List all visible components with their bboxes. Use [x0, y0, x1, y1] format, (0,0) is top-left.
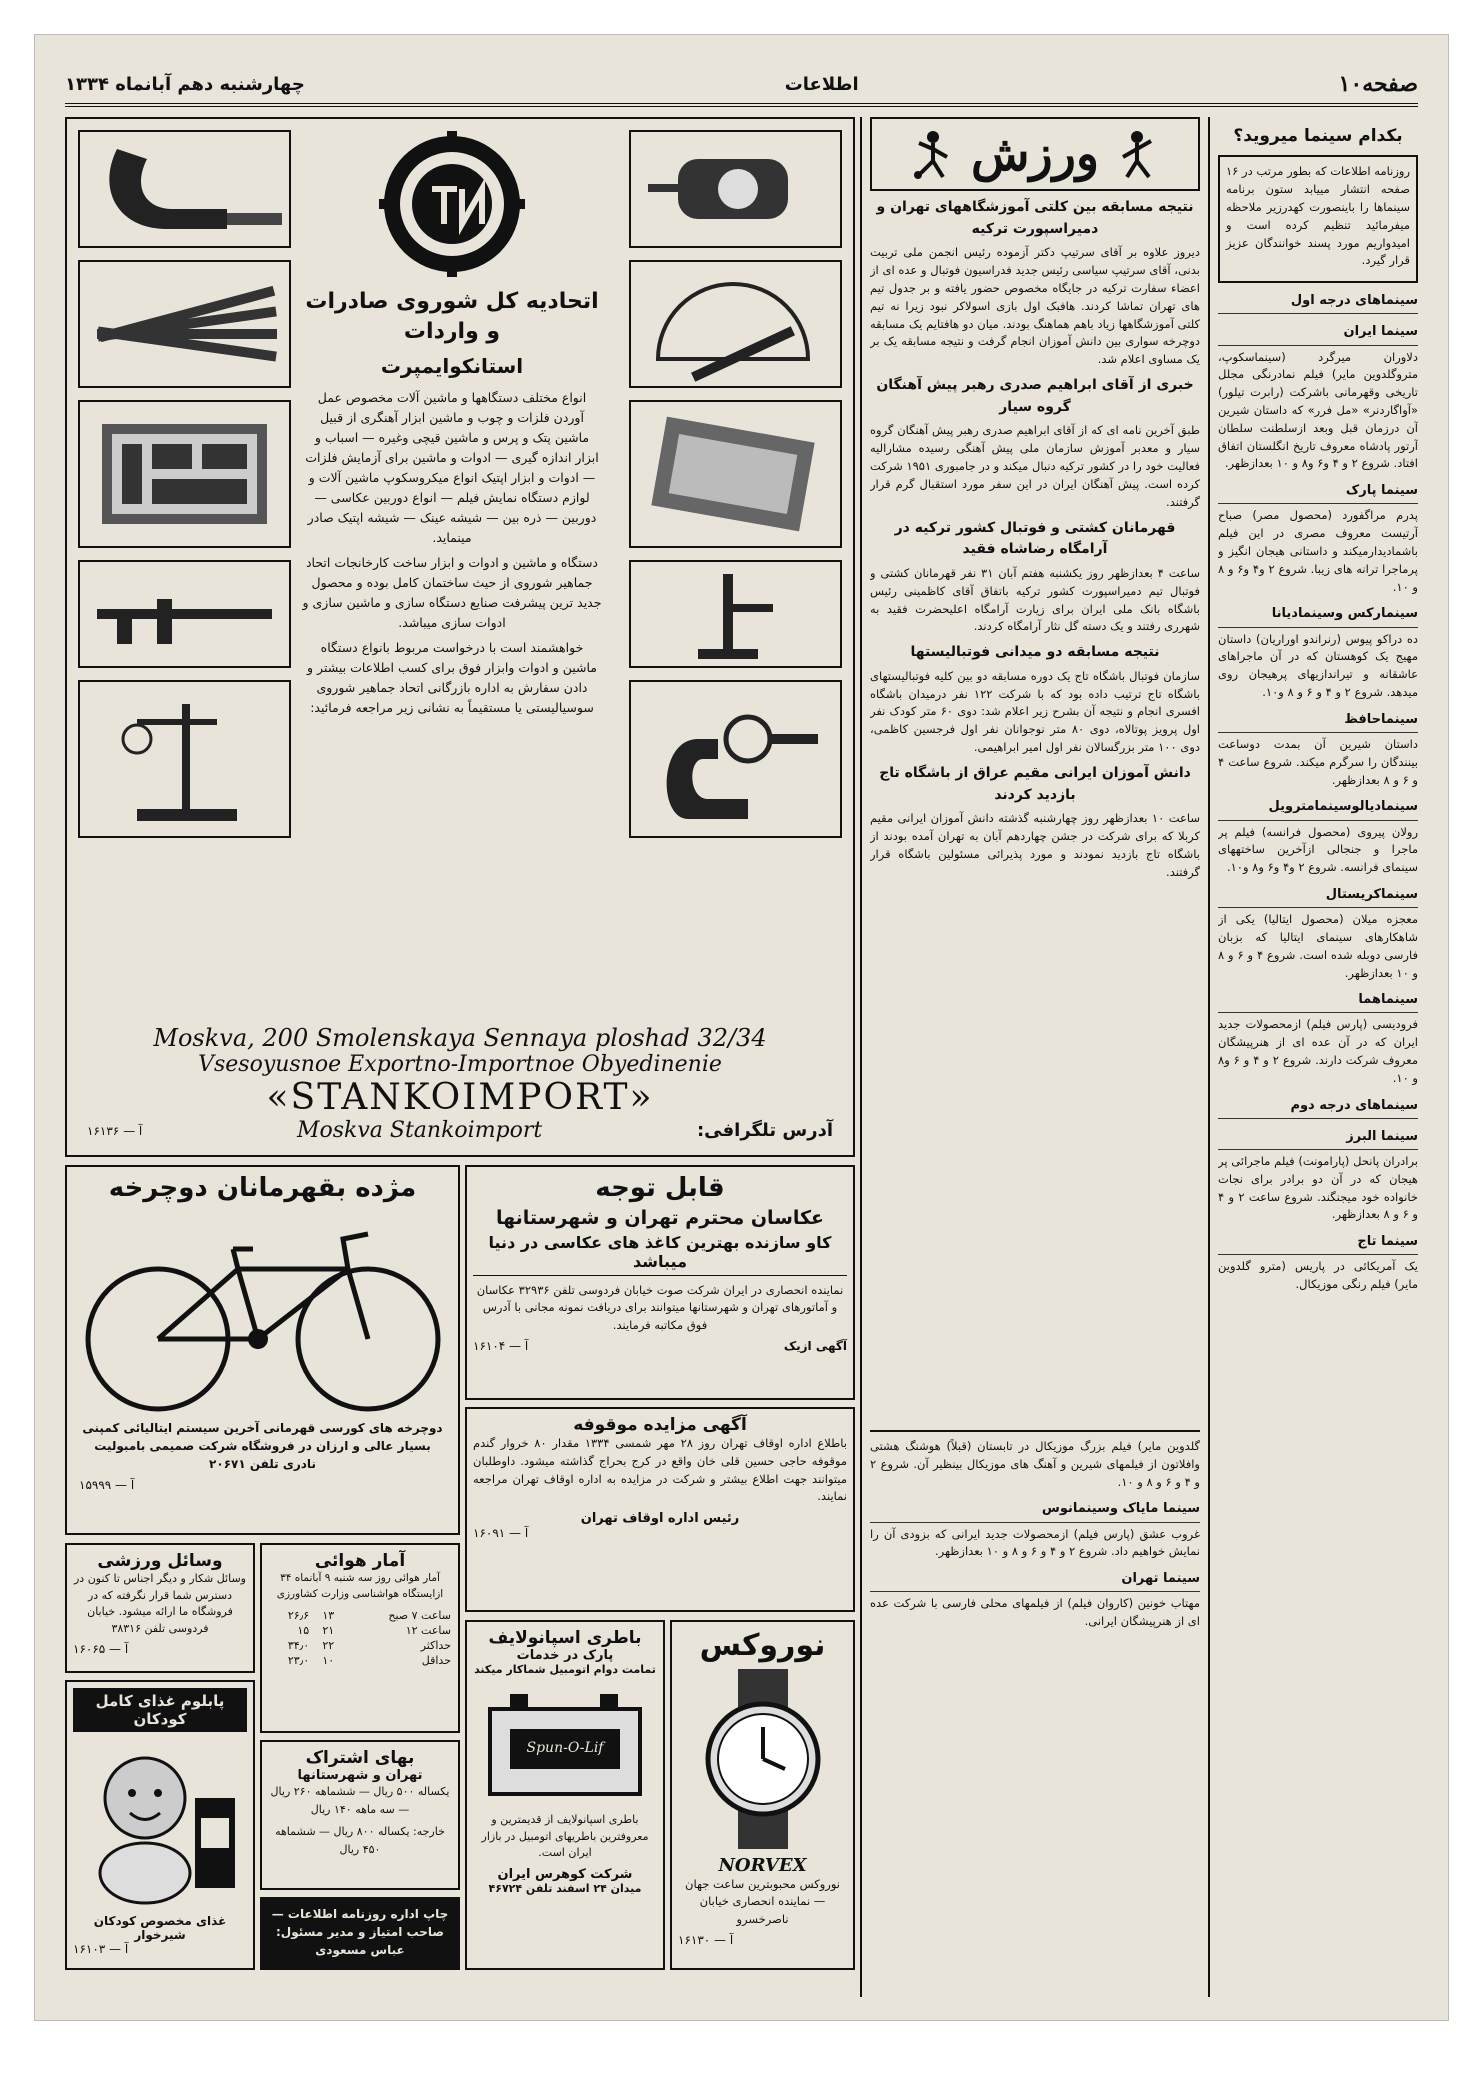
table-cell: ۳۴٫۰ — [287, 1638, 310, 1652]
bicycle-icon — [78, 1209, 448, 1419]
ad-code: آ — ۱۶۱۰۴ — [473, 1338, 529, 1353]
table-row — [268, 1653, 452, 1668]
article-headline: نتیجه مسابقه بین کلتی آموزشگاههای تهران و دمیراسپورت ترکیه — [876, 199, 1194, 237]
sports-column — [870, 117, 1200, 1417]
battery-body: باطری اسپانولایف از قدیمترین و معروفترین باطریهای اتومبیل در بازار ایران است. — [481, 1813, 649, 1859]
stankoimport-body3: خواهشمند است با درخواست مربوط بانواع دستگاه ماشین و ادوات وابزار فوق برای کسب اطلاعات بیشتر و دادن سفارش به اداره بازرگانی اتحاد جماهیر شوروی سوسیالیستی یا مستقیماً به نشانی زیر مراجعه فرمائید: — [307, 640, 597, 716]
ad-code: آ — ۱۵۹۹۹ — [79, 1478, 135, 1492]
ad-code: آ — ۱۶۰۶۵ — [73, 1642, 129, 1656]
battery-ad — [465, 1620, 665, 1970]
battery-brand: Spun-O-Lif — [526, 1740, 604, 1756]
cinema-intro-box — [1218, 155, 1418, 283]
table-cell: ۱۳ — [322, 1608, 335, 1622]
cinema-program: دلاوران میرگرد (سینماسکوپ، متروگلدوین مایر) فیلم نمادرنگی مجلل تاریخی وقهرمانی باشرکت (رابرت تیلور) «آواگاردنر» «مل فرر» که داستان شیرین آن درزمان قبل وبعد ازسلطنت سلطان آرتور پادشاه معروف تاریخ انگلستان اتفاق افتاد. شروع ۲ و ۴ و۶ و۸ و ۱۰ بعدازظهر. — [1218, 349, 1418, 471]
tool-images-right — [628, 129, 843, 1029]
table-cell: ۱۵ — [297, 1623, 310, 1637]
cinema-section-heading: سینماهای درجه دوم — [1218, 1096, 1418, 1119]
baby-icon — [75, 1738, 245, 1908]
article-headline: قهرمانان کشتی و فوتبال کشور ترکیه در آرامگاه رضاشاه فقید — [894, 519, 1176, 558]
micrometer-icon — [77, 129, 292, 249]
watch-title: نوروکس — [699, 1628, 826, 1663]
cinema-column — [1218, 117, 1418, 1997]
photo-paper-ad — [465, 1165, 855, 1400]
cinema-title: بکدام سینما میروید؟ — [1233, 126, 1403, 146]
stankoimport-body2: دستگاه و ماشین و ادوات و ابزار ساخت کارخانجات اتحاد جماهیر شوروی از حیث ساختمان کامل بوده و محصول جدید ترین پیشرفت صنایع دستگاه سازی و ماشین سازی و ادوات سازی میباشد. — [302, 555, 602, 631]
cinema-program: داستان شیرین آن بمدت دوساعت بینندگان را سرگرم میکند. شروع ساعت ۴ و ۶ و ۸ بعدازظهر. — [1218, 736, 1418, 787]
table-cell: ساعت ۱۲ — [405, 1623, 451, 1637]
bicycle-body: دوچرخه های کورسی قهرمانی آخرین سیستم ایتالیائی کمپنی بسیار عالی و ارزان در فروشگاه شرکت صمیمی بامبولیت نادری تلفن ۲۰۶۷۱ — [82, 1421, 443, 1471]
dial-indicator-stand-icon — [77, 679, 292, 839]
cinema-section-heading: سینماهای درجه اول — [1218, 291, 1418, 314]
print-box — [260, 1897, 460, 1970]
baby-food-title: پابلوم غذای کامل کودکان — [73, 1688, 247, 1732]
article-body: طبق آخرین نامه ای که از آقای ابراهیم صدری رهبر پیش آهنگان گروه سیار و معدبر آموزش سازمان ملی پیش آهنگی رسیده مشارالیه فعالیت خود را در کشور ترکیه دنبال میکند و در جامبوری ۱۹۵۱ شرکت کرده است. پیش آهنگان ایران در این سفر مورد استقبال گرم قرار گرفتند. — [870, 423, 1200, 509]
cinema-name: سینما تهران — [870, 1569, 1200, 1592]
watch-brand: NORVEX — [718, 1855, 807, 1876]
cinema-name: سینما البرز — [1218, 1127, 1418, 1150]
cinema-program: گلدوین مایر) فیلم بزرگ موزیکال در تابستان (قبلاً) هوشنگ هشتی وافلاتون از فیلمهای شیرین و آهنگ های موزیکال بینظیر آن. شروع ۲ و ۴ و ۶ و ۸ و ۱۰. — [870, 1439, 1200, 1489]
subscription-row: خارجه: یکساله ۸۰۰ ریال — ششماهه ۴۵۰ ریال — [275, 1825, 445, 1856]
cinema-name: سینماحافظ — [1218, 710, 1418, 733]
table-cell: ۲۲ — [322, 1638, 335, 1652]
cinema-program: غروب عشق (پارس فیلم) ازمحصولات جدید ایرانی که بزودی آن را نمایش خواهیم داد. شروع ۲ و ۴ و ۶ و ۸ و ۱۰ بعدازظهر. — [870, 1526, 1200, 1559]
article-headline: نتیجه مسابقه دو میدانی فوتبالیستها — [910, 644, 1160, 661]
stankoimport-ad — [65, 117, 855, 1157]
cinema-intro: روزنامه اطلاعات که بطور مرتب در ۱۶ صفحه انتشار مییابد ستون برنامه سینماها را باینصورت کهدرزیر ملاحظه میفرمائید تنظیم کرده است و امیدواریم مورد پسند خوانندگان عزیز قرار گیرد. — [1226, 164, 1410, 268]
print-body: چاپ اداره روزنامه اطلاعات — صاحب امتیاز و مدیر مسئول: عباس مسعودی — [271, 1907, 449, 1957]
baby-food-foot: غذای مخصوص کودکان شیرخوار — [93, 1914, 227, 1942]
weather-box — [260, 1543, 460, 1733]
article-body: ساعت ۱۰ بعدازظهر روز چهارشنبه گذشته دانش آموزان ایرانی مقیم کربلا که برای شرکت در جشن چهاردهم آبان به تهران آمده بودند از باشگاه تاج بازدید نمودند و مورد پذیرائی مسئولین باشگاه قرار گرفتند. — [870, 811, 1200, 879]
caliper-icon — [77, 559, 292, 669]
cinema-program: رولان پیروی (محصول فرانسه) فیلم پر ماجرا و جنجالی ازآخرین ساختههای سینمای فرانسه. شروع ۲ و۴ و۶ و۸ و۱۰. — [1218, 824, 1418, 875]
subscription-row: یکساله ۵۰۰ ریال — ششماهه ۲۶۰ ریال — سه ماهه ۱۴۰ ریال — [270, 1785, 450, 1816]
cinema-program: پدرم مراگفورد (محصول مصر) صباح آرتیست معروف مصری در این فیلم باشمادیدارمیکند و داستانی هیجان انگیز و پرماجرا ترانه های زیبا. شروع ۲ و۴ و۶ و ۸ و ۱۰. — [1218, 508, 1418, 594]
cinema-name: سینما مایاک وسینمانوس — [870, 1499, 1200, 1522]
cinema-program: فرودیسی (پارس فیلم) ازمحصولات جدید ایران که در آن عده ای از هنرپیشگان معروف شرکت دارند. شروع ۲ و ۴ و ۶ و۸ و ۱۰. — [1218, 1017, 1418, 1085]
bench-micrometer-icon — [628, 679, 843, 839]
cinema-program: ده دراکو پیوس (رنراندو اوراریان) داستان مهیج یک کوهستان که در آن ماجراهای عاشقانه و تیراندازیهای پرهیجان روی میدهد. شروع ۲ و ۴ و ۶ و ۸ و۱۰. — [1218, 631, 1418, 699]
sports-store-title: وسائل ورزشی — [97, 1551, 223, 1571]
table-row — [268, 1623, 452, 1638]
newspaper-page — [35, 35, 1448, 2020]
watch-icon — [683, 1669, 843, 1849]
stankoimport-address — [77, 1024, 843, 1154]
ad-code: آ — ۱۶۱۳۶ — [87, 1123, 143, 1138]
auction-ad — [465, 1407, 855, 1612]
footballer-icon — [913, 129, 953, 179]
photo-ad-body: نماینده انحصاری در ایران شرکت صوت خیابان فردوسی تلفن ۳۲۹۳۶ عکاسان و آماتورهای تهران و شهرستانها میتوانند برای دریافت نمونه مجانی با آدرس فوق مکاتبه فرمایند. — [476, 1283, 844, 1332]
auction-body: باطلاع اداره اوقاف تهران روز ۲۸ مهر شمسی ۱۳۳۴ مقدار ۸۰ خروار گندم موقوفه حاجی حسین قلی خان واقع در کرج بحراج گذاشته میشود. داوطلبان میتوانند جهت اطلاع بیشتر و شرکت در مزایده به اداره اوقاف تهران مراجعه نمایند. — [473, 1436, 847, 1504]
ad-code: آ — ۱۶۱۳۰ — [678, 1932, 734, 1947]
cinema-name: سینمارکس وسینمادیانا — [1218, 604, 1418, 627]
battery-sub2: تمامت دوام اتومبیل شماکار میکند — [474, 1663, 656, 1676]
battery-title: باطری اسپانولایف — [488, 1628, 642, 1648]
photo-ad-brand: کاو سازنده بهترین کاغذ های عکاسی در دنیا میباشد — [473, 1233, 847, 1276]
table-cell: حداقل — [421, 1653, 451, 1667]
table-cell: ۲۶٫۶ — [287, 1608, 310, 1622]
subscription-sub: تهران و شهرستانها — [297, 1768, 423, 1783]
tool-case-icon — [77, 399, 292, 549]
article-headline: خبری از آقای ابراهیم صدری رهبر پیش آهنگان گروه سیار — [876, 377, 1194, 415]
article-body: ساعت ۴ بعدازظهر روز یکشنبه هفتم آبان ۳۱ نفر قهرمانان کشتی و فوتبال تیم دمیراسپورت کشور ترکیه باتفاق آقای کاظمینی رئیس باشگاه بانک ملی ایران برای زیارت آرامگاه اعلیحضرت فقید به شهرری رفتند و یک دسته گل نثار آرامگاه کردند. — [870, 565, 1200, 634]
stankoimport-name: «STANKOIMPORT» — [266, 1077, 654, 1118]
cinema-program: برادران پانحل (پارامونت) فیلم ماجرائی پر هیجان که در آن دو برادر برای نجات خانواده خود میجنگند. شروع ساعت ۲ و ۴ و ۶ و ۸ بعدازظهر. — [1218, 1154, 1418, 1222]
page-number: صفحه۱۰ — [1338, 71, 1418, 97]
tool-images-left — [77, 129, 292, 1029]
bicycle-ad — [65, 1165, 460, 1535]
cinema-name: سینمادیالوسینمامترویل — [1218, 797, 1418, 820]
cinema-name: سینماهما — [1218, 990, 1418, 1013]
ad-agency: آگهی ازیک — [783, 1338, 847, 1353]
subscription-box — [260, 1740, 460, 1890]
battery-image — [480, 1684, 650, 1804]
issue-date: چهارشنبه دهم آبانماه ۱۳۳۴ — [65, 73, 305, 95]
cinema-name: سینماکریستال — [1218, 885, 1418, 908]
protractor-icon — [628, 259, 843, 389]
cinema-program: یک آمریکائی در پاریس (مترو گلدوین مایر) فیلم رنگی موزیکال. — [1218, 1259, 1418, 1292]
table-cell: حداکثر — [420, 1638, 451, 1652]
cinema-name: سینما پارک — [1218, 481, 1418, 504]
sports-store-body: وسائل شکار و دیگر اجناس تا کنون در دسترس شما قرار نگرفته که در فروشگاه ما ارائه میشود. خیابان فردوسی تلفن ۳۸۳۱۶ — [73, 1572, 246, 1635]
instrument-box-icon — [628, 399, 843, 549]
watch-body: نوروکس محبوبترین ساعت جهان — نماینده انحصاری خیابان ناصرخسرو — [685, 1877, 840, 1926]
photo-ad-sub: عکاسان محترم تهران و شهرستانها — [495, 1207, 825, 1229]
auction-sign: رئیس اداره اوقاف تهران — [580, 1511, 740, 1527]
cinema-name: سینما تاج — [1218, 1232, 1418, 1255]
stankoimport-center — [302, 129, 602, 929]
feeler-gauge-icon — [77, 259, 292, 389]
battery-dealer: شرکت کوهرس ایران — [497, 1866, 633, 1882]
bicycle-title: مژده بقهرمانان دوچرخه — [108, 1173, 417, 1203]
sports-masthead — [870, 117, 1200, 191]
weather-body: آمار هوائی روز سه شنبه ۹ آبانماه ۳۴ ازایستگاه هواشناسی وزارت کشاورزی — [276, 1572, 444, 1600]
weather-title: آمار هوائی — [314, 1551, 406, 1571]
height-gauge-icon — [628, 559, 843, 669]
battery-address: میدان ۲۴ اسفند تلفن ۴۶۷۲۴ — [488, 1881, 642, 1895]
wrestler-icon — [1117, 129, 1157, 179]
table-cell: ۲۳٫۰ — [287, 1653, 310, 1667]
watch-ad — [670, 1620, 855, 1970]
ad-code: آ — ۱۶۰۹۱ — [473, 1526, 529, 1541]
telegraph-address: Moskva Stankoimport — [296, 1118, 543, 1143]
stankoimport-logo-icon — [377, 129, 527, 279]
address-line: Vsesoyusnoe Exportno-Importnoe Obyedinenie — [198, 1052, 722, 1077]
photo-ad-title: قابل توجه — [595, 1173, 725, 1203]
telegraph-label: آدرس تلگرافی: — [696, 1120, 833, 1141]
ad-code: آ — ۱۶۱۰۳ — [73, 1942, 129, 1956]
sports-store-ad — [65, 1543, 255, 1673]
table-cell: ساعت ۷ صبح — [388, 1608, 451, 1622]
table-cell: ۱۰ — [322, 1653, 335, 1667]
battery-sub1: پارک در خدمات — [516, 1648, 614, 1663]
address-line: Moskva, 200 Smolenskaya Sennaya ploshad 32/34 — [153, 1024, 767, 1052]
subscription-title: بهای اشتراک — [305, 1748, 415, 1768]
auction-title: آگهی مزایده موقوفه — [573, 1415, 747, 1435]
sports-title: ورزش — [970, 125, 1100, 182]
article-body: سازمان فوتبال باشگاه تاج یک دوره مسابقه دو بین کلیه فوتبالیستهای باشگاه تاج ترتیب داده بود که با شرکت ۱۲۲ نفر درمیدان باشگاه افسری انجام و نتیجه آن بشرح زیر اعلام شد: دوی ۶۰ متر کودک نفر اول پرویز پوتالاه، دوی ۸۰ متر نوجوانان نفر اول فرجسین کاظمی، دوی ۱۰۰ متر بزرگسالان نفر اول امیر ابراهیمی. — [870, 668, 1200, 755]
cinema-name: سینما ایران — [1218, 322, 1418, 345]
stankoimport-heading: اتحادیه کل شوروی صادرات و واردات — [305, 289, 599, 344]
table-cell: ۲۱ — [322, 1623, 335, 1637]
stankoimport-body: انواع مختلف دستگاهها و ماشین آلات مخصوص عمل آوردن فلزات و چوب و ماشین ابزار آهنگری از قبیل ماشین پتک و پرس و ماشین قیچی وغیره — اسباب و ابزار اندازه گیری — ادوات و ماشین برای آزمایش فلزات — ادوات و ابزار اپتیک انواع میکروسکوپ ماشین آلات و لوازم دستگاه نمایش فیلم — انواع دوربین عکاسی — دوربین — ذره بین — شیشه عینک — شیشه اپتیک صادر مینماید. — [305, 390, 599, 546]
page-header — [65, 65, 1418, 107]
cinema-program: معجزه میلان (محصول ایتالیا) یکی از شاهکارهای سینمای ایتالیا که بزبان فارسی دوبله شده است. شروع ۴ و ۶ و ۸ و ۱۰ بعدازظهر. — [1218, 912, 1418, 980]
article-body: دیروز علاوه بر آقای سرتیپ دکتر آزموده رئیس انجمن ملی تربیت بدنی، آقای سرتیپ سیاسی رئیس جدید فدراسیون فوتبال و عده ای از اعضاء سفارت ترکیه در جایگاه مخصوص حضور یافته و بر جدول تیم های تهران تماشا کردند. هافبک اول بازی اسولاکر نبود زیرا نه تیم کلتی آموزشگاهها زیاد باهم هماهنگ بودند. میان دو هافتایم یک مسابقه دوچرخه سواری بین دانش آموزان انجام گرفت و نتیجه مسابقه یک بر یک مساوی اعلام شد. — [870, 245, 1200, 367]
weather-table — [268, 1608, 452, 1668]
paper-name: اطلاعات — [784, 73, 859, 95]
table-row — [268, 1608, 452, 1623]
cinema-continuation — [870, 1430, 1200, 1983]
baby-food-ad — [65, 1680, 255, 1970]
cinema-program: مهتاب خونین (کاروان فیلم) از فیلمهای محلی فارسی با شرکت عده ای از هنرپیشگان ایرانی. — [870, 1596, 1200, 1629]
table-row — [268, 1638, 452, 1653]
stankoimport-name-fa: استانکوایمپرت — [380, 354, 524, 379]
article-headline: دانش آموزان ایرانی مقیم عراق از باشگاه تاج بازدید کردند — [879, 764, 1191, 803]
dial-gauge-icon — [628, 129, 843, 249]
